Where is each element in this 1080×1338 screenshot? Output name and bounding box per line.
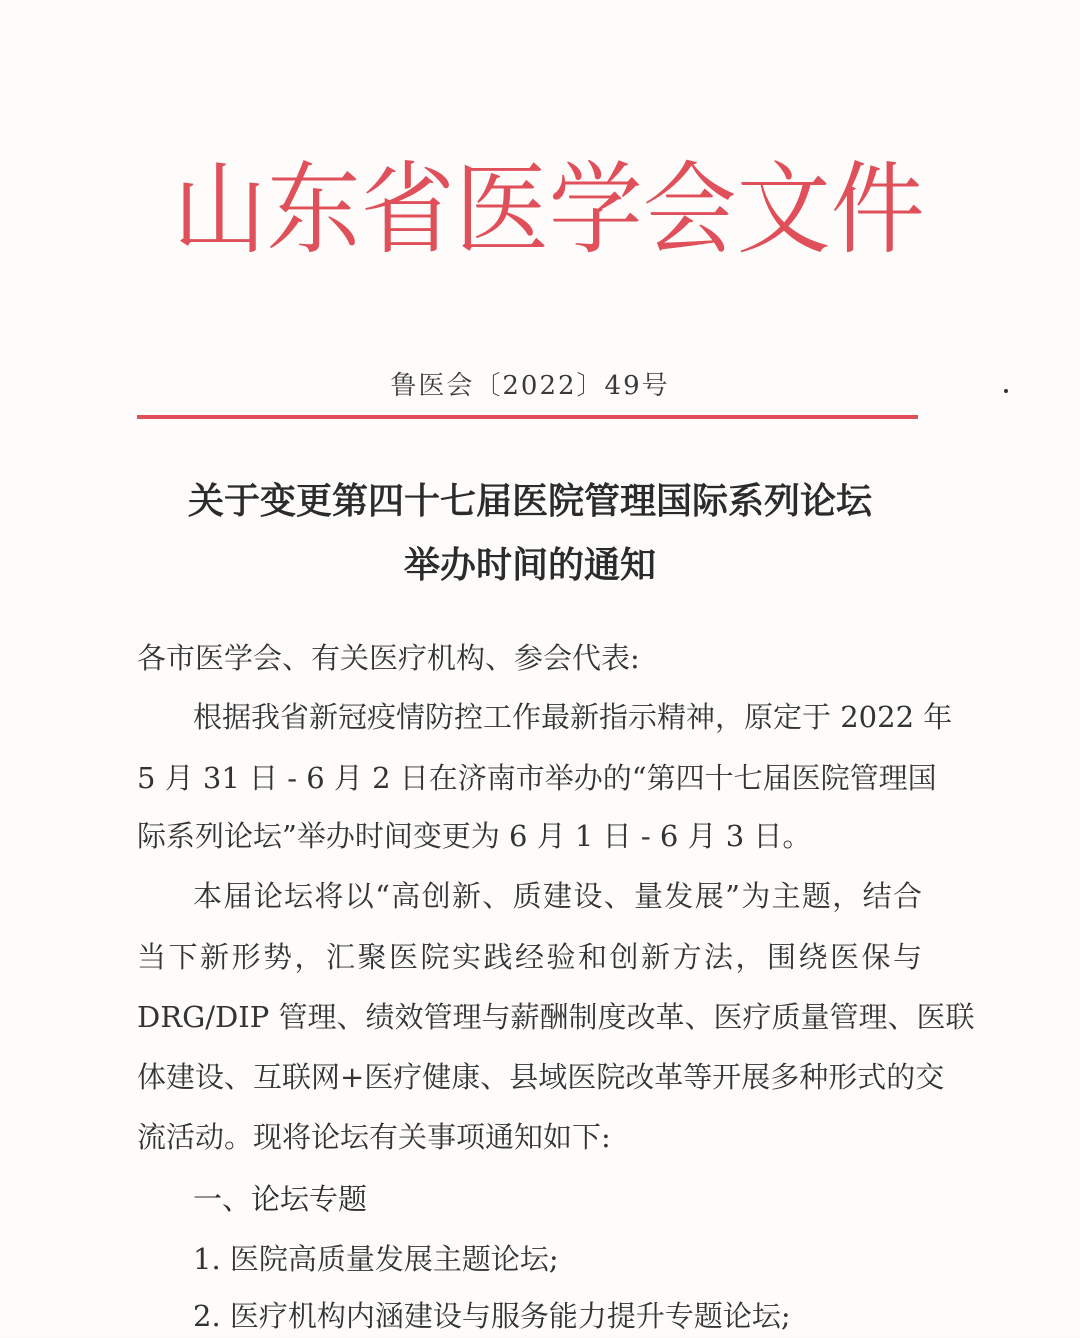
masthead-title: 山东省医学会文件 <box>172 151 925 268</box>
section-heading-forum-topics: 一、论坛专题 <box>193 1182 368 1216</box>
stray-dot-mark <box>1004 389 1008 393</box>
list-item: 2. 医疗机构内涵建设与服务能力提升专题论坛; <box>193 1299 791 1333</box>
red-divider-rule <box>137 415 918 419</box>
document-number: 鲁医会〔2022〕49号 <box>390 371 670 401</box>
paragraph-1-line-3: 际系列论坛”举办时间变更为 6 月 1 日 - 6 月 3 日。 <box>137 819 812 853</box>
paragraph-2-line-4: 体建设、互联网+医疗健康、县域医院改革等开展多种形式的交 <box>137 1060 945 1094</box>
paragraph-1-line-1: 根据我省新冠疫情防控工作最新指示精神，原定于 2022 年 <box>193 700 953 734</box>
notice-title-line-1: 关于变更第四十七届医院管理国际系列论坛 <box>187 481 872 522</box>
paragraph-2-line-2: 当下新形势，汇聚医院实践经验和创新方法，围绕医保与 <box>137 940 922 974</box>
salutation: 各市医学会、有关医疗机构、参会代表: <box>137 641 640 675</box>
list-item: 1. 医院高质量发展主题论坛; <box>193 1242 559 1276</box>
paragraph-1-line-2: 5 月 31 日 - 6 月 2 日在济南市举办的“第四十七届医院管理国 <box>137 761 937 795</box>
paragraph-2-line-5: 流活动。现将论坛有关事项通知如下: <box>137 1120 611 1154</box>
paragraph-2-line-1: 本届论坛将以“高创新、质建设、量发展”为主题，结合 <box>193 879 922 913</box>
notice-title-line-2: 举办时间的通知 <box>403 545 656 586</box>
paragraph-2-line-3: DRG/DIP 管理、绩效管理与薪酬制度改革、医疗质量管理、医联 <box>137 1000 975 1034</box>
